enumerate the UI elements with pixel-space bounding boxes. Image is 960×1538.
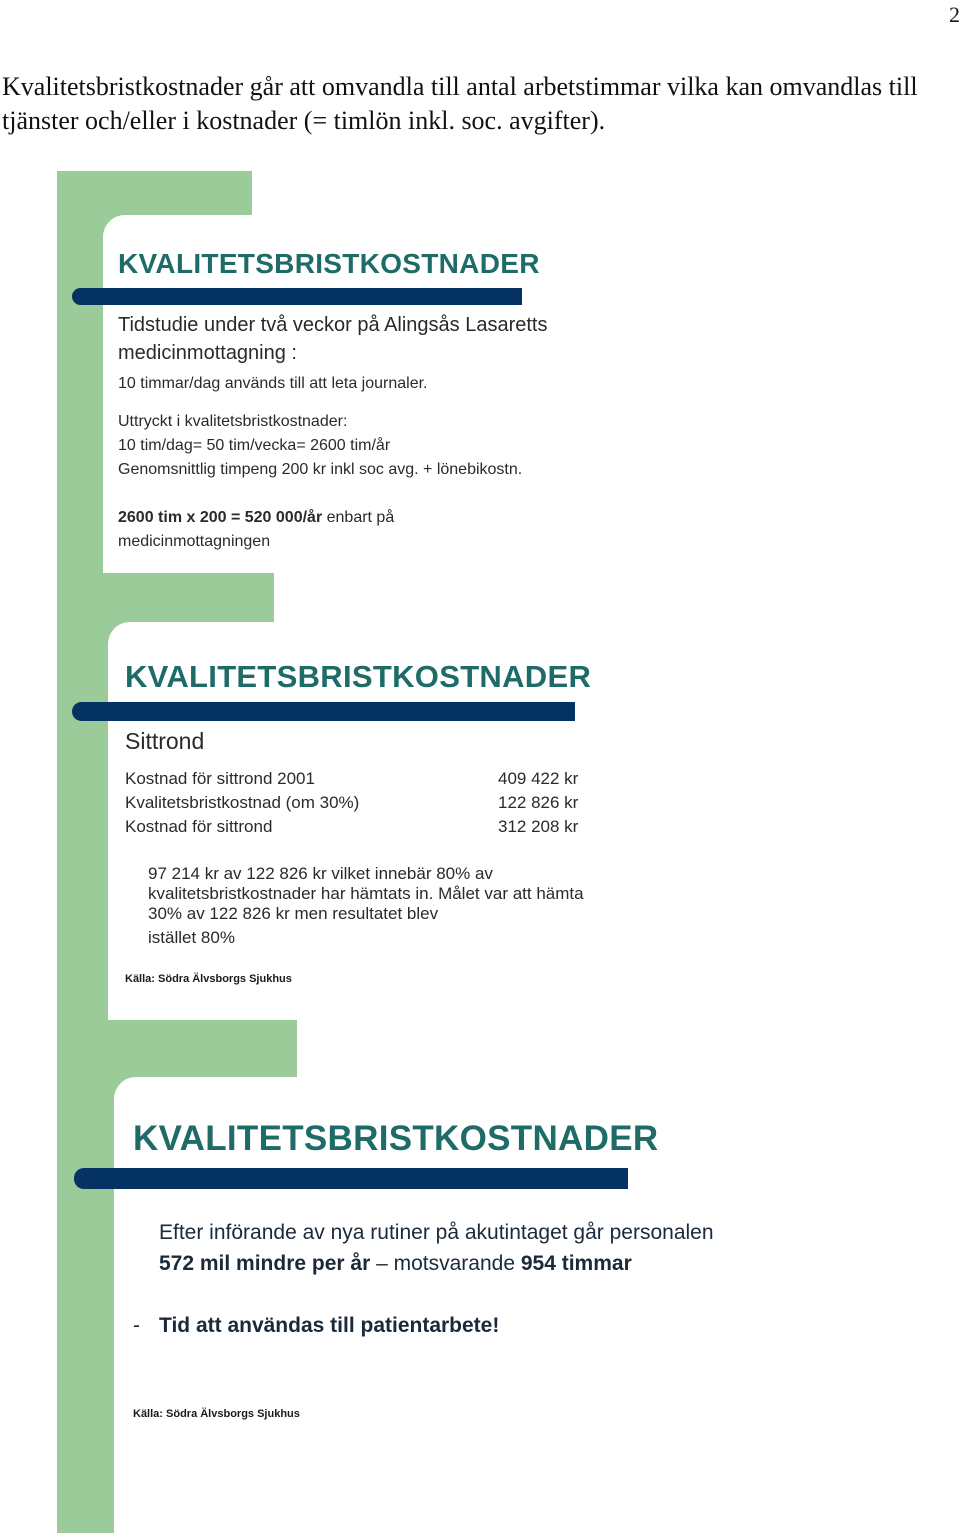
slide-3-hours: 954 timmar (520, 1252, 632, 1275)
slide-3-distance: 572 mil mindre per år (159, 1252, 371, 1275)
cost-label: Kostnad för sittrond (125, 817, 273, 836)
slide-2-subtitle: Sittrond (125, 728, 205, 754)
slide-3-connector: – motsvarande (370, 1252, 521, 1275)
cost-label: Kostnad för sittrond 2001 (125, 769, 315, 788)
cost-label: Kvalitetsbristkostnad (om 30%) (125, 793, 360, 812)
slide-3-bullet: Tid att användas till patientarbete! (159, 1314, 500, 1337)
slide-2-rule (92, 702, 575, 721)
slide-3-rule (96, 1168, 628, 1189)
slide-3-line2 (159, 1252, 632, 1276)
note-line: kvalitetsbristkostnader har hämtats in. Målet var att hämta (148, 884, 584, 903)
cost-value: 409 422 kr (498, 769, 579, 788)
slide-2-note (148, 864, 584, 948)
slide-1-title: KVALITETSBRISTKOSTNADER (118, 248, 540, 279)
slide-1-result-rest: enbart på (322, 509, 395, 526)
slide-1-rule (90, 288, 522, 305)
slide-3-dash: - (133, 1314, 140, 1337)
slide-2-title: KVALITETSBRISTKOSTNADER (125, 659, 592, 694)
slide-1-calc-heading: Uttryckt i kvalitetsbristkostnader: (118, 413, 348, 430)
slide-3-source: Källa: Södra Älvsborgs Sjukhus (133, 1408, 300, 1420)
slide-3-title: KVALITETSBRISTKOSTNADER (133, 1119, 659, 1158)
slide-1-result-line2: medicinmottagningen (118, 533, 271, 550)
slide-1-subtitle: Tidstudie under två veckor på Alingsås Lasaretts medicinmottagning : (118, 314, 548, 364)
slide-1-calc-hours: 10 tim/dag= 50 tim/vecka= 2600 tim/år (118, 437, 391, 454)
slide-3-line1: Efter införande av nya rutiner på akutintaget går personalen (159, 1221, 714, 1244)
note-line: 30% av 122 826 kr men resultatet blev (148, 904, 439, 923)
slide-2-cost-values (498, 767, 578, 839)
slide-1-line: 10 timmar/dag används till att leta journaler. (118, 375, 428, 392)
cost-value: 312 208 kr (498, 817, 579, 836)
slide-2-source: Källa: Södra Älvsborgs Sjukhus (125, 973, 292, 985)
slide-1-result-bold: 2600 tim x 200 = 520 000/år (118, 509, 323, 526)
slide-1-result (118, 509, 394, 527)
slide-1-calc-rate: Genomsnittlig timpeng 200 kr inkl soc avg. + lönebikostn. (118, 461, 523, 478)
note-line: 97 214 kr av 122 826 kr vilket innebär 80% av (148, 864, 493, 883)
page-number: 2 (949, 2, 960, 27)
cost-value: 122 826 kr (498, 793, 579, 812)
slide-2-cost-labels (125, 767, 359, 839)
intro-paragraph: Kvalitetsbristkostnader går att omvandla till antal arbetstimmar vilka kan omvandlas till tjänster och/eller i kostnader (= timlön inkl. soc. avgifter). (2, 72, 918, 135)
note-line: istället 80% (148, 928, 235, 947)
